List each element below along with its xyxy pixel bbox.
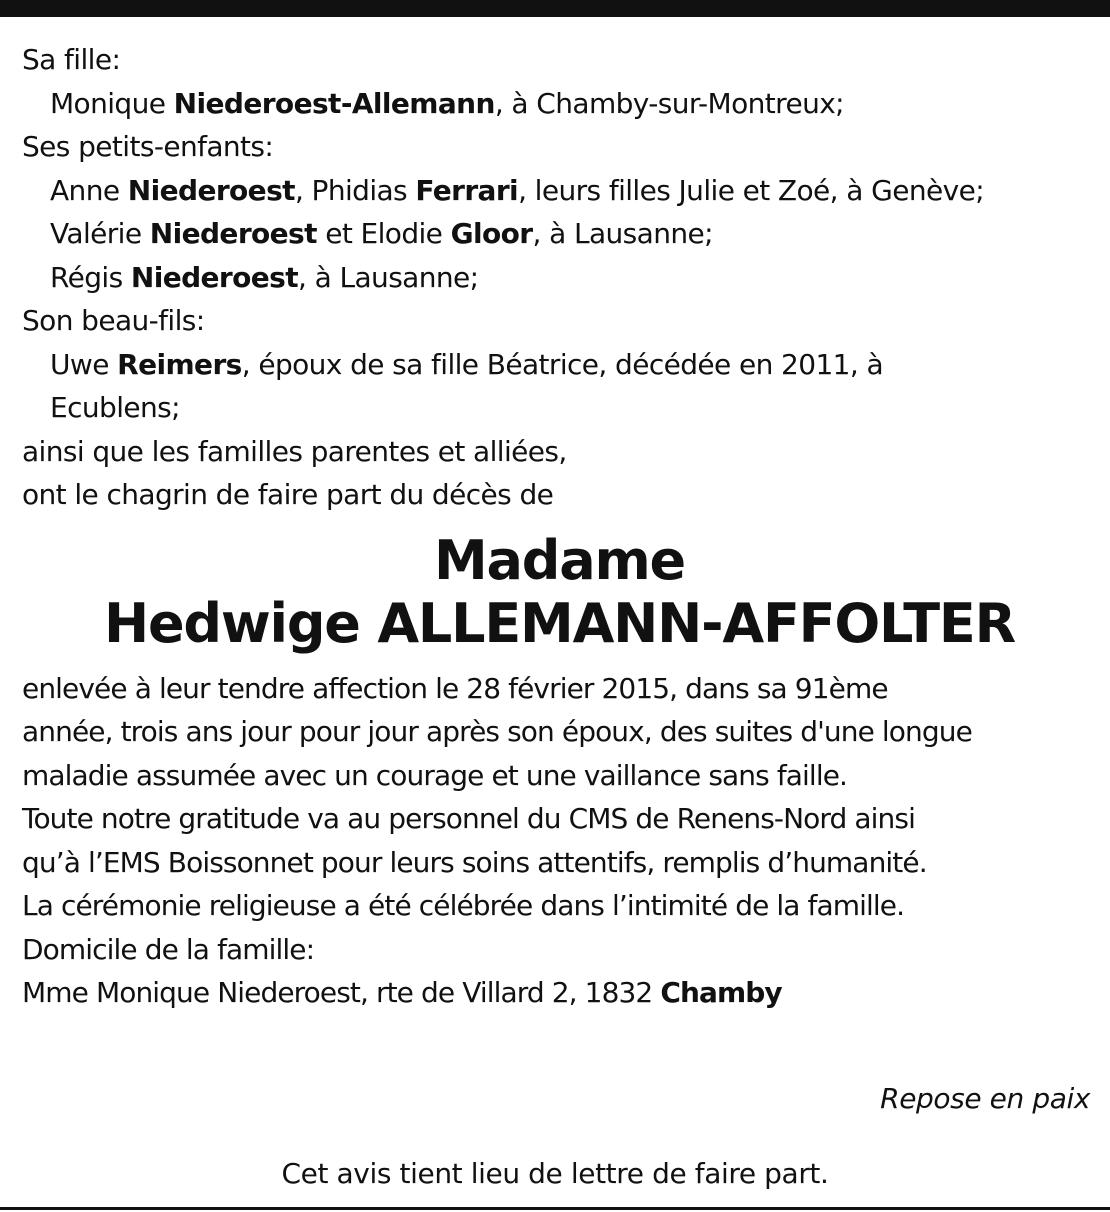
deceased-name: Hedwige ALLEMANN-AFFOLTER	[103, 591, 1016, 655]
bottom-rule	[0, 1207, 1110, 1210]
body-line-6: La cérémonie religieuse a été célébrée dans l’intimité de la famille.	[22, 889, 905, 922]
announcement-line: ont le chagrin de faire part du décès de	[22, 478, 554, 511]
body-line-5: qu’à l’EMS Boissonnet pour leurs soins attentifs, remplis d’humanité.	[22, 845, 927, 879]
son-in-law-line-2: Ecublens;	[50, 391, 180, 424]
top-rule	[0, 0, 1110, 17]
notice-line: Cet avis tient lieu de lettre de faire part.	[281, 1157, 829, 1190]
body-line-3: maladie assumée avec un courage et une vaillance sans faille.	[22, 758, 848, 792]
daughter-heading: Sa fille:	[22, 43, 121, 76]
daughter-line: Monique Niederoest-Allemann, à Chamby-sur-Montreux;	[50, 86, 845, 120]
repose-en-paix: Repose en paix	[880, 1082, 1090, 1115]
body-line-4: Toute notre gratitude va au personnel du CMS de Renens-Nord ainsi	[22, 802, 915, 835]
son-in-law-heading: Son beau-fils:	[22, 304, 205, 337]
obituary-text	[22, 38, 1097, 1015]
relatives-line: ainsi que les familles parentes et alliées,	[22, 434, 567, 468]
grandchild-line-2: Valérie Niederoest et Elodie Gloor, à Lausanne;	[50, 217, 713, 250]
body-line-1: enlevée à leur tendre affection le 28 février 2015, dans sa 91ème	[22, 671, 888, 705]
grandchild-line-1: Anne Niederoest, Phidias Ferrari, leurs filles Julie et Zoé, à Genève;	[50, 173, 985, 207]
deceased-title: Madame	[434, 528, 685, 592]
son-in-law-line: Uwe Reimers, époux de sa fille Béatrice, décédée en 2011, à	[50, 347, 884, 381]
body-line-2: année, trois ans jour pour jour après son époux, des suites d'une longue	[22, 715, 972, 748]
address-town: Chamby	[660, 976, 782, 1009]
address-line: Mme Monique Niederoest, rte de Villard 2, 1832 Chamby	[22, 976, 782, 1009]
deceased-name-block	[22, 529, 1097, 655]
body-line-7: Domicile de la famille:	[22, 932, 315, 966]
grandchild-line-3: Régis Niederoest, à Lausanne;	[50, 260, 479, 294]
body-paragraph	[22, 667, 1097, 1015]
grandchildren-heading: Ses petits-enfants:	[22, 130, 274, 163]
daughter-surname: Niederoest-Allemann	[173, 86, 495, 120]
